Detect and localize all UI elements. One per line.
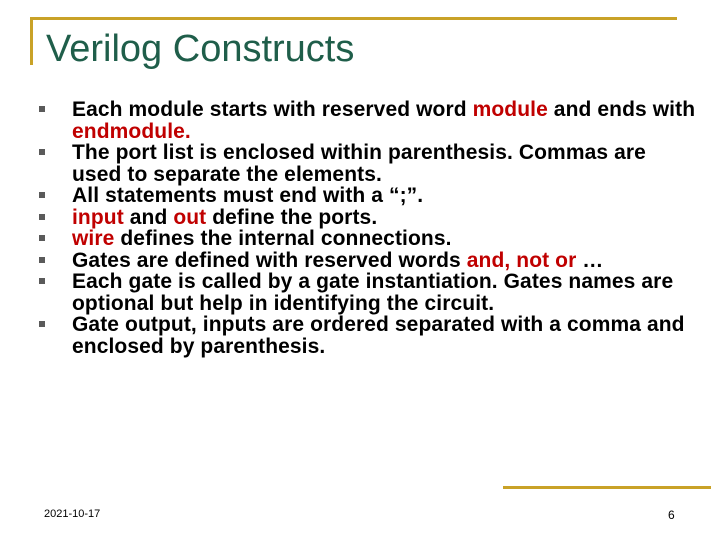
bullet-item: [37, 185, 697, 207]
bullet-text: …: [576, 248, 604, 272]
bullet-square-icon: [39, 214, 45, 220]
bullet-item: [37, 314, 697, 357]
bullet-list: [37, 99, 697, 357]
bullet-square-icon: [39, 257, 45, 263]
keyword-text: and, not or: [466, 248, 577, 272]
bullet-item: [37, 142, 697, 185]
bullet-item: [37, 207, 697, 229]
keyword-text: endmodule.: [72, 119, 191, 143]
bullet-text: and ends with: [547, 98, 696, 121]
keyword-text: input: [72, 205, 124, 229]
frame-left-line: [30, 17, 33, 65]
bullet-item: [37, 228, 697, 250]
frame-top-line: [30, 17, 677, 20]
bullet-item: [37, 99, 697, 142]
frame-bottom-line: [503, 486, 711, 489]
keyword-text: wire: [72, 227, 115, 250]
bullet-square-icon: [39, 149, 45, 155]
bullet-text: All statements must end with a “;”.: [72, 184, 424, 207]
bullet-text: Each module starts with reserved word: [72, 98, 473, 121]
bullet-square-icon: [39, 106, 45, 112]
bullet-item: [37, 271, 697, 314]
bullet-item: [37, 250, 697, 272]
bullet-square-icon: [39, 321, 45, 327]
bullet-square-icon: [39, 235, 45, 241]
keyword-text: module: [472, 98, 548, 121]
page-number: 6: [668, 508, 675, 522]
bullet-text: define the ports.: [206, 205, 378, 229]
bullet-text: Each gate is called by a gate instantiation. Gates names are optional but help in identifying the circuit.: [72, 270, 674, 315]
bullet-text: Gate output, inputs are ordered separated with a comma and enclosed by parenthesis.: [72, 313, 685, 358]
bullet-text: The port list is enclosed within parenthesis. Commas are used to separate the elements.: [72, 141, 646, 186]
footer-date: 2021-10-17: [44, 508, 101, 520]
bullet-text: defines the internal connections.: [114, 227, 452, 250]
keyword-text: out: [173, 205, 207, 229]
bullet-square-icon: [39, 278, 45, 284]
bullet-text: Gates are defined with reserved words: [72, 248, 467, 272]
bullet-square-icon: [39, 192, 45, 198]
bullet-text: and: [123, 205, 174, 229]
slide-title: Verilog Constructs: [46, 28, 355, 70]
